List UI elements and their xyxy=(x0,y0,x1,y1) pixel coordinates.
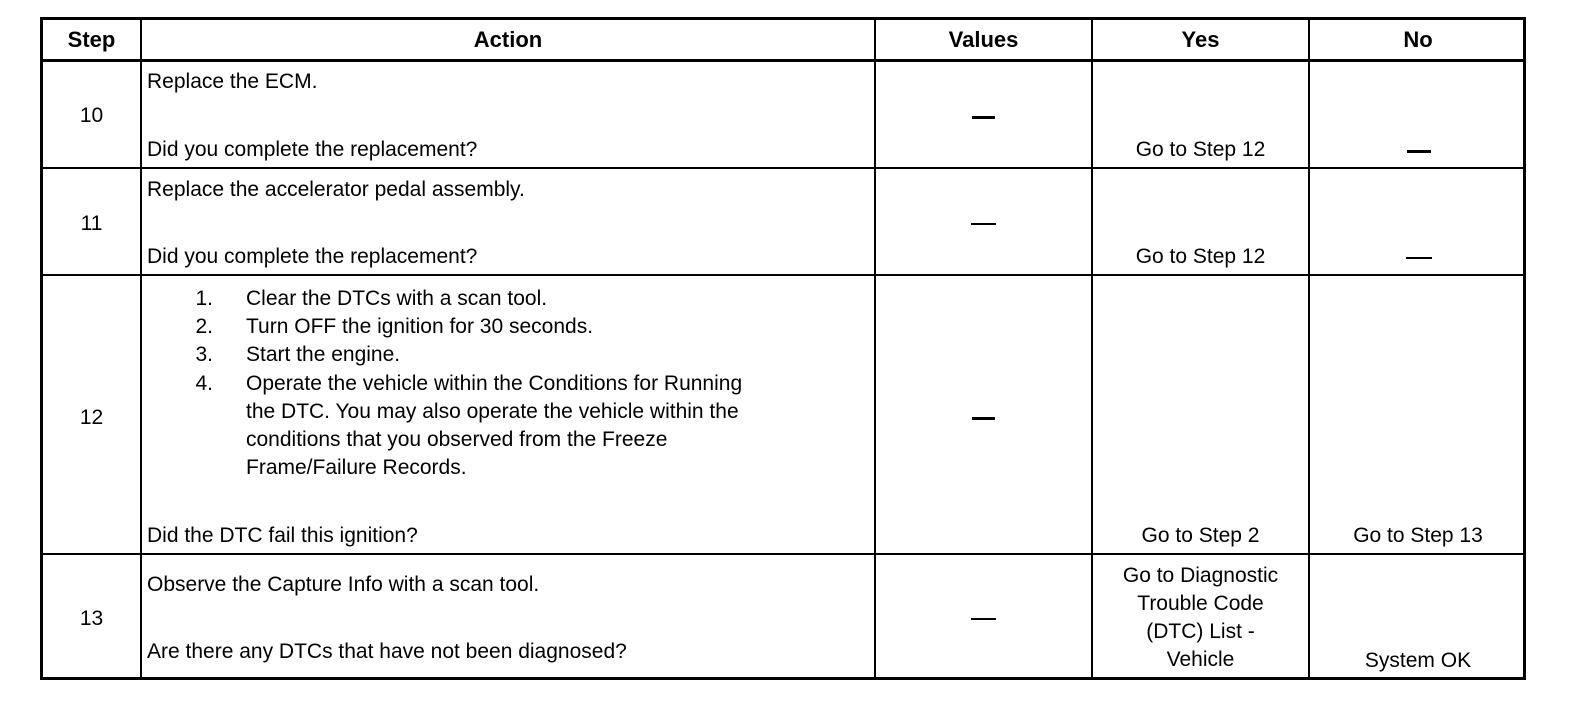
values-dash xyxy=(971,223,996,225)
action-question: Are there any DTCs that have not been diagnosed? xyxy=(147,640,627,663)
list-item: Clear the DTCs with a scan tool. xyxy=(246,287,548,310)
list-number: 4. xyxy=(195,372,213,395)
column-divider xyxy=(1308,20,1310,677)
list-number: 1. xyxy=(195,287,213,310)
yes-result-line: Vehicle xyxy=(1166,648,1235,671)
row-divider xyxy=(43,553,1523,555)
column-divider xyxy=(874,20,876,677)
yes-result: Go to Step 2 xyxy=(1141,524,1260,547)
action-question: Did the DTC fail this ignition? xyxy=(147,524,418,547)
list-item-line: Frame/Failure Records. xyxy=(246,456,467,479)
action-text: Replace the ECM. xyxy=(147,70,318,93)
step-number: 10 xyxy=(79,104,104,127)
step-number: 11 xyxy=(80,212,103,235)
values-dash xyxy=(971,618,996,620)
list-item: Start the engine. xyxy=(246,343,401,366)
yes-result-line: Go to Diagnostic xyxy=(1122,564,1279,587)
row-divider xyxy=(43,167,1523,169)
values-dash xyxy=(972,417,995,420)
header-action: Action xyxy=(473,27,543,52)
header-values: Values xyxy=(948,27,1019,52)
action-text: Observe the Capture Info with a scan tool. xyxy=(147,573,540,596)
diagnostic-table xyxy=(40,17,1526,680)
step-number: 13 xyxy=(79,607,104,630)
column-divider xyxy=(140,20,142,677)
yes-result-line: (DTC) List - xyxy=(1146,620,1255,643)
yes-result-line: Trouble Code xyxy=(1137,592,1264,615)
no-result: Go to Step 13 xyxy=(1353,524,1483,547)
header-divider xyxy=(43,59,1523,62)
yes-result: Go to Step 12 xyxy=(1135,138,1266,161)
header-yes: Yes xyxy=(1181,27,1220,52)
list-number: 3. xyxy=(195,343,213,366)
values-dash xyxy=(972,116,995,119)
list-item-line: Operate the vehicle within the Conditions for Running xyxy=(246,372,743,395)
yes-result: Go to Step 12 xyxy=(1135,245,1266,268)
list-number: 2. xyxy=(195,315,213,338)
list-item-line: conditions that you observed from the Freeze xyxy=(246,428,668,451)
header-step: Step xyxy=(67,27,116,52)
action-question: Did you complete the replacement? xyxy=(147,138,478,161)
no-dash xyxy=(1407,150,1431,153)
step-number: 12 xyxy=(79,406,104,429)
list-item-line: the DTC. You may also operate the vehicle within the xyxy=(246,400,739,423)
action-question: Did you complete the replacement? xyxy=(147,245,478,268)
no-result: System OK xyxy=(1364,649,1472,672)
no-dash xyxy=(1406,257,1432,259)
row-divider xyxy=(43,274,1523,276)
list-item: Turn OFF the ignition for 30 seconds. xyxy=(246,315,594,338)
header-no: No xyxy=(1403,27,1433,52)
action-text: Replace the accelerator pedal assembly. xyxy=(147,178,525,201)
